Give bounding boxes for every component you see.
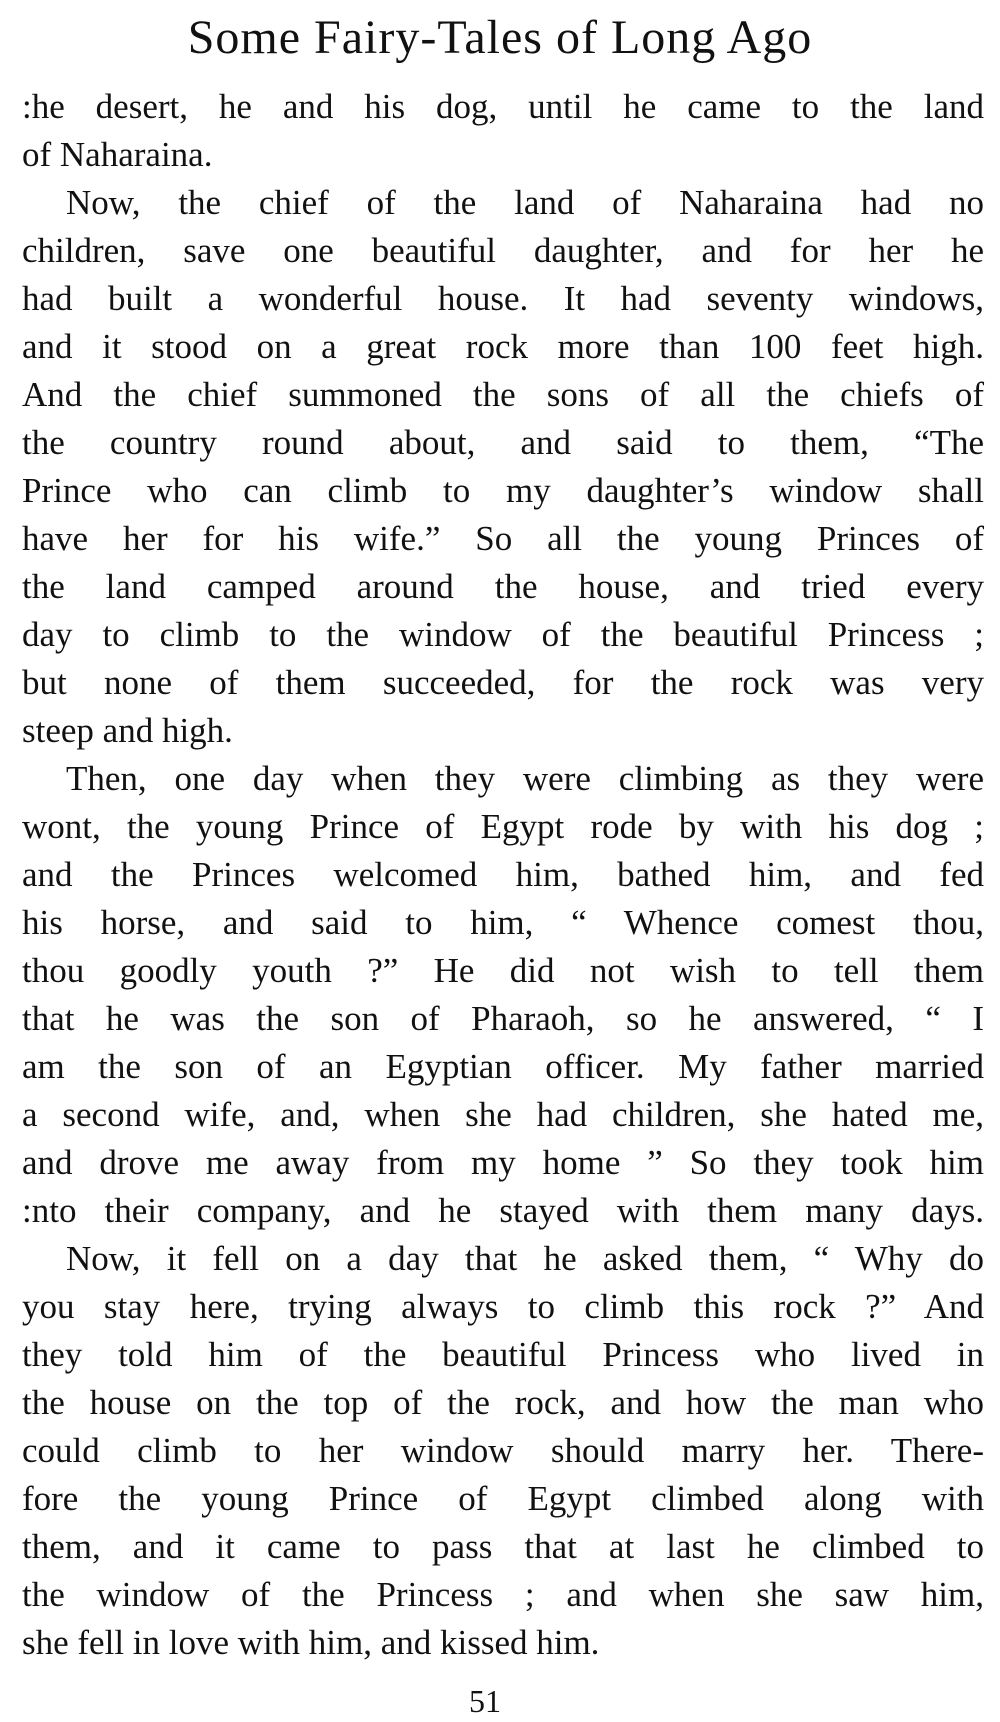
text-line: them, and it came to pass that at last he climbed to <box>22 1527 984 1566</box>
text-line: and the Princes welcomed him, bathed him, and fed <box>22 855 984 894</box>
text-line: :he desert, he and his dog, until he came to the land <box>22 87 984 126</box>
page-body-text <box>22 83 984 1667</box>
text-line: And the chief summoned the sons of all the chiefs of <box>22 375 984 414</box>
running-head-title: Some Fairy-Tales of Long Ago <box>187 11 813 64</box>
text-line: that he was the son of Pharaoh, so he answered, “ I <box>22 999 984 1038</box>
text-line: Then, one day when they were climbing as they were <box>66 759 984 798</box>
text-line: fore the young Prince of Egypt climbed along with <box>22 1479 984 1518</box>
text-line: they told him of the beautiful Princess who lived in <box>22 1335 984 1374</box>
text-line: his horse, and said to him, “ Whence comest thou, <box>22 903 984 942</box>
text-line: :nto their company, and he stayed with them many days. <box>22 1191 984 1230</box>
text-line: Prince who can climb to my daughter’s window shall <box>22 471 984 510</box>
text-line: am the son of an Egyptian officer. My father married <box>22 1047 984 1086</box>
text-line: have her for his wife.” So all the young Princes of <box>22 519 984 558</box>
text-line: the house on the top of the rock, and how the man who <box>22 1383 984 1422</box>
text-line: she fell in love with him, and kissed him. <box>22 1623 600 1662</box>
text-line: Now, it fell on a day that he asked them, “ Why do <box>66 1239 984 1278</box>
text-line: wont, the young Prince of Egypt rode by with his dog ; <box>22 807 984 846</box>
text-line: could climb to her window should marry her. There- <box>22 1431 984 1470</box>
text-line: the window of the Princess ; and when she saw him, <box>22 1575 984 1614</box>
text-line: the land camped around the house, and tried every <box>22 567 984 606</box>
text-line: the country round about, and said to them, “The <box>22 423 984 462</box>
text-line: children, save one beautiful daughter, and for her he <box>22 231 984 270</box>
text-line: you stay here, trying always to climb this rock ?” And <box>22 1287 984 1326</box>
text-line: had built a wonderful house. It had seventy windows, <box>22 279 984 318</box>
text-line: steep and high. <box>22 711 233 750</box>
text-line: and it stood on a great rock more than 100 feet high. <box>22 327 984 366</box>
text-line: but none of them succeeded, for the rock was very <box>22 663 984 702</box>
text-line: Now, the chief of the land of Naharaina had no <box>66 183 984 222</box>
text-line: and drove me away from my home ” So they took him <box>22 1143 984 1182</box>
text-line: thou goodly youth ?” He did not wish to tell them <box>22 951 984 990</box>
text-line: day to climb to the window of the beautiful Princess ; <box>22 615 984 654</box>
page-number: 51 <box>469 1683 501 1719</box>
text-line: of Naharaina. <box>22 135 213 174</box>
text-line: a second wife, and, when she had children, she hated me, <box>22 1095 984 1134</box>
